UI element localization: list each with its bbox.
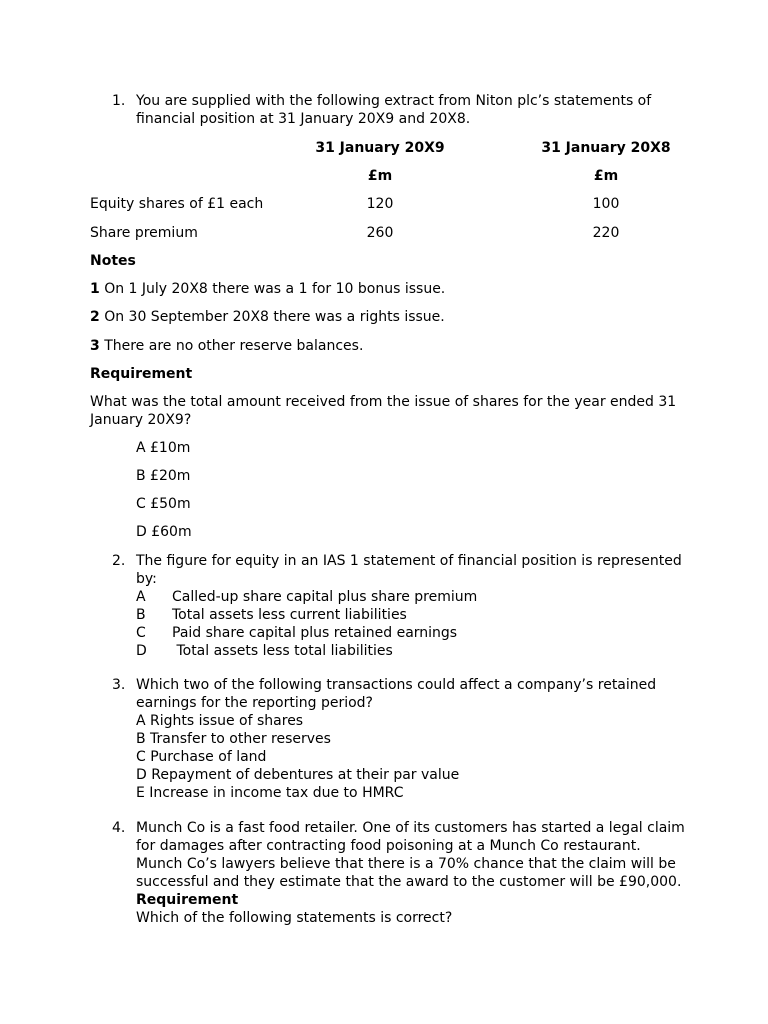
question-line: The figure for equity in an IAS 1 statement of financial position is represented bbox=[136, 553, 682, 569]
answer-option bbox=[136, 642, 696, 660]
option-text: Paid share capital plus retained earnings bbox=[172, 625, 458, 641]
question-line: Munch Co’s lawyers believe that there is a 70% chance that the claim will be bbox=[136, 856, 676, 872]
answer-option: C £50m bbox=[136, 496, 191, 512]
column-header: 31 January 20X8 bbox=[541, 140, 671, 156]
note-item bbox=[90, 280, 445, 298]
answer-option bbox=[136, 624, 696, 642]
question-line: Which of the following statements is correct? bbox=[136, 910, 453, 926]
option-letter: B bbox=[136, 607, 146, 623]
question-number: 2. bbox=[112, 553, 126, 569]
note-number: 2 bbox=[90, 309, 100, 325]
note-text: On 30 September 20X8 there was a rights issue. bbox=[99, 309, 445, 325]
answer-option: A Rights issue of shares bbox=[136, 713, 304, 729]
row-value: 260 bbox=[366, 225, 394, 241]
option-letter: A bbox=[136, 589, 146, 605]
intro-line: financial position at 31 January 20X9 and 20X8. bbox=[136, 111, 471, 127]
answer-option: C Purchase of land bbox=[136, 749, 267, 765]
option-text: Total assets less current liabilities bbox=[172, 607, 407, 623]
question-line: Munch Co is a fast food retailer. One of its customers has started a legal claim bbox=[136, 820, 685, 836]
note-item bbox=[90, 337, 363, 355]
question-number: 4. bbox=[112, 820, 126, 836]
question-text bbox=[136, 676, 696, 802]
answer-option bbox=[136, 606, 696, 624]
answer-option: D £60m bbox=[136, 524, 192, 540]
answer-option: B £20m bbox=[136, 468, 191, 484]
row-label: Share premium bbox=[90, 225, 198, 241]
option-text: Called-up share capital plus share premium bbox=[172, 589, 478, 605]
option-letter: D bbox=[136, 643, 147, 659]
question-number: 3. bbox=[112, 677, 126, 693]
row-value: 120 bbox=[366, 196, 394, 212]
column-unit: £m bbox=[367, 168, 393, 184]
question-line: earnings for the reporting period? bbox=[136, 695, 373, 711]
row-value: 100 bbox=[592, 196, 620, 212]
question-line: Which two of the following transactions could affect a company’s retained bbox=[136, 677, 657, 693]
note-text: There are no other reserve balances. bbox=[99, 338, 364, 354]
question-line: What was the total amount received from the issue of shares for the year ended 31 bbox=[90, 394, 677, 410]
option-letter: C bbox=[136, 625, 146, 641]
answer-option: A £10m bbox=[136, 440, 191, 456]
column-header: 31 January 20X9 bbox=[315, 140, 445, 156]
note-item bbox=[90, 308, 445, 326]
question-line: successful and they estimate that the award to the customer will be £90,000. bbox=[136, 874, 682, 890]
requirement-heading: Requirement bbox=[136, 892, 239, 908]
note-number: 3 bbox=[90, 338, 100, 354]
column-unit: £m bbox=[593, 168, 619, 184]
answer-option bbox=[136, 588, 696, 606]
question-line: January 20X9? bbox=[90, 412, 192, 428]
requirement-heading: Requirement bbox=[90, 366, 193, 382]
row-value: 220 bbox=[592, 225, 620, 241]
intro-line: You are supplied with the following extract from Niton plc’s statements of bbox=[136, 93, 652, 109]
question-line: by: bbox=[136, 571, 157, 587]
note-number: 1 bbox=[90, 281, 100, 297]
answer-option: E Increase in income tax due to HMRC bbox=[136, 785, 404, 801]
question-intro bbox=[136, 92, 696, 128]
question-line: for damages after contracting food poisoning at a Munch Co restaurant. bbox=[136, 838, 641, 854]
question-text bbox=[136, 819, 696, 927]
row-label: Equity shares of £1 each bbox=[90, 196, 264, 212]
note-text: On 1 July 20X8 there was a 1 for 10 bonus issue. bbox=[99, 281, 446, 297]
answer-option: D Repayment of debentures at their par value bbox=[136, 767, 460, 783]
question-text bbox=[136, 552, 696, 660]
question-number: 1. bbox=[112, 93, 126, 109]
question-text bbox=[90, 393, 676, 429]
option-text: Total assets less total liabilities bbox=[172, 643, 393, 659]
notes-heading: Notes bbox=[90, 253, 136, 269]
answer-option: B Transfer to other reserves bbox=[136, 731, 331, 747]
